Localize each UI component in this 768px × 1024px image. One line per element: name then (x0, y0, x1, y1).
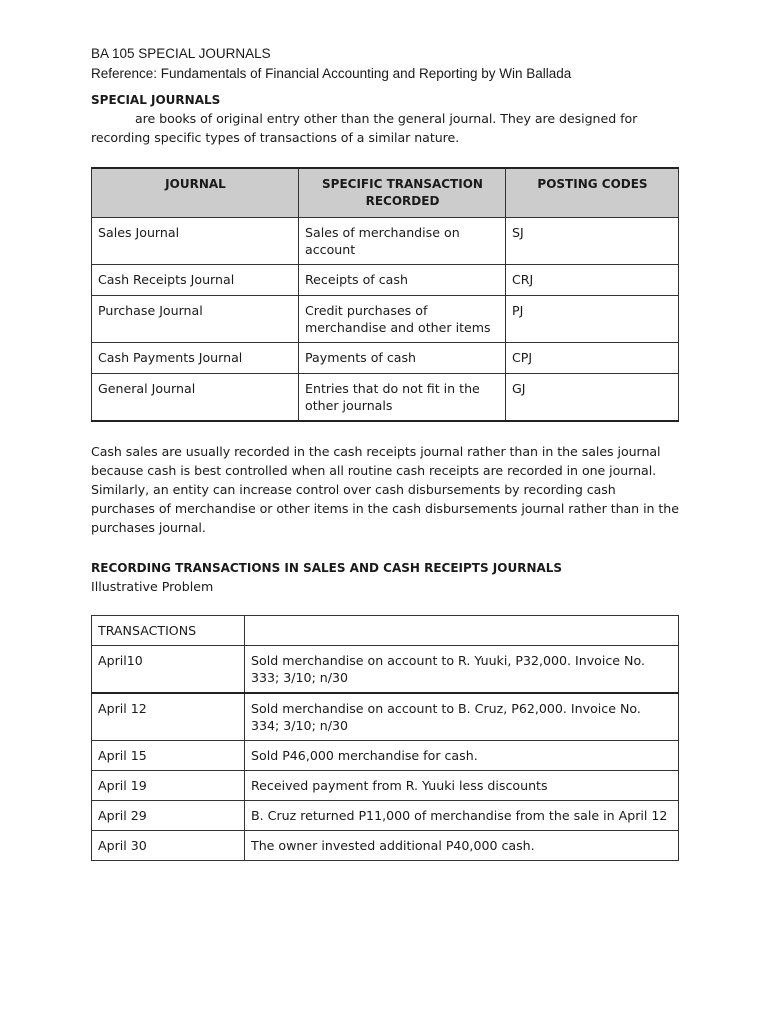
column-header-transactions: TRANSACTIONS (92, 616, 245, 646)
reference-line: Reference: Fundamentals of Financial Accounting and Reporting by Win Ballada (91, 66, 572, 81)
table-row (92, 374, 679, 422)
posting-code: SJ (506, 218, 679, 265)
transaction-date: April 30 (92, 831, 245, 861)
transaction-desc: Sales of merchandise on account (299, 218, 506, 265)
transaction-detail: Sold P46,000 merchandise for cash. (245, 741, 679, 771)
transaction-date: April 29 (92, 801, 245, 831)
illustrative-problem-label: Illustrative Problem (91, 579, 214, 594)
table-row (92, 831, 679, 861)
table-row (92, 343, 679, 374)
table-row (92, 693, 679, 741)
cash-sales-paragraph: Cash sales are usually recorded in the cash receipts journal rather than in the sales journal because cash is best controlled when all routine cash receipts are recorded in one journal. Similarly, an entity can increase control over cash disbursements by recording cash purchases of merchandise or other items in the cash disbursements journal rather than in the purchases journal. (91, 444, 679, 535)
journals-table (91, 167, 679, 422)
transaction-date: April10 (92, 646, 245, 694)
table-row (92, 646, 679, 694)
transaction-date: April 15 (92, 741, 245, 771)
journal-name: Sales Journal (92, 218, 299, 265)
section-heading-recording-transactions: RECORDING TRANSACTIONS IN SALES AND CASH RECEIPTS JOURNALS (91, 561, 563, 575)
transaction-date: April 12 (92, 693, 245, 741)
column-header-transaction: SPECIFIC TRANSACTION RECORDED (299, 168, 506, 218)
table-row (92, 771, 679, 801)
transaction-detail: Sold merchandise on account to B. Cruz, P62,000. Invoice No. 334; 3/10; n/30 (245, 693, 679, 741)
table-row (92, 218, 679, 265)
table-row (92, 801, 679, 831)
transaction-desc: Entries that do not fit in the other journals (299, 374, 506, 422)
posting-code: GJ (506, 374, 679, 422)
table-row (92, 265, 679, 296)
journal-name: Purchase Journal (92, 296, 299, 343)
posting-code: PJ (506, 296, 679, 343)
transaction-detail: B. Cruz returned P11,000 of merchandise from the sale in April 12 (245, 801, 679, 831)
transaction-detail: Sold merchandise on account to R. Yuuki, P32,000. Invoice No. 333; 3/10; n/30 (245, 646, 679, 694)
transactions-table-header-row (92, 616, 679, 646)
transactions-table (91, 615, 679, 861)
intro-paragraph: are books of original entry other than the general journal. They are designed for recording specific types of transactions of a similar nature. (91, 111, 638, 145)
transaction-detail: The owner invested additional P40,000 cash. (245, 831, 679, 861)
transaction-desc: Receipts of cash (299, 265, 506, 296)
transaction-desc: Credit purchases of merchandise and other items (299, 296, 506, 343)
table-row (92, 741, 679, 771)
column-header-blank (245, 616, 679, 646)
document-page (91, 44, 679, 861)
journals-table-header-row (92, 168, 679, 218)
transaction-desc: Payments of cash (299, 343, 506, 374)
journal-name: General Journal (92, 374, 299, 422)
journal-name: Cash Payments Journal (92, 343, 299, 374)
posting-code: CRJ (506, 265, 679, 296)
column-header-journal: JOURNAL (92, 168, 299, 218)
transaction-detail: Received payment from R. Yuuki less discounts (245, 771, 679, 801)
posting-code: CPJ (506, 343, 679, 374)
table-row (92, 296, 679, 343)
section-heading-special-journals: SPECIAL JOURNALS (91, 93, 221, 107)
column-header-posting-codes: POSTING CODES (506, 168, 679, 218)
course-title: BA 105 SPECIAL JOURNALS (91, 46, 271, 61)
transaction-date: April 19 (92, 771, 245, 801)
journal-name: Cash Receipts Journal (92, 265, 299, 296)
